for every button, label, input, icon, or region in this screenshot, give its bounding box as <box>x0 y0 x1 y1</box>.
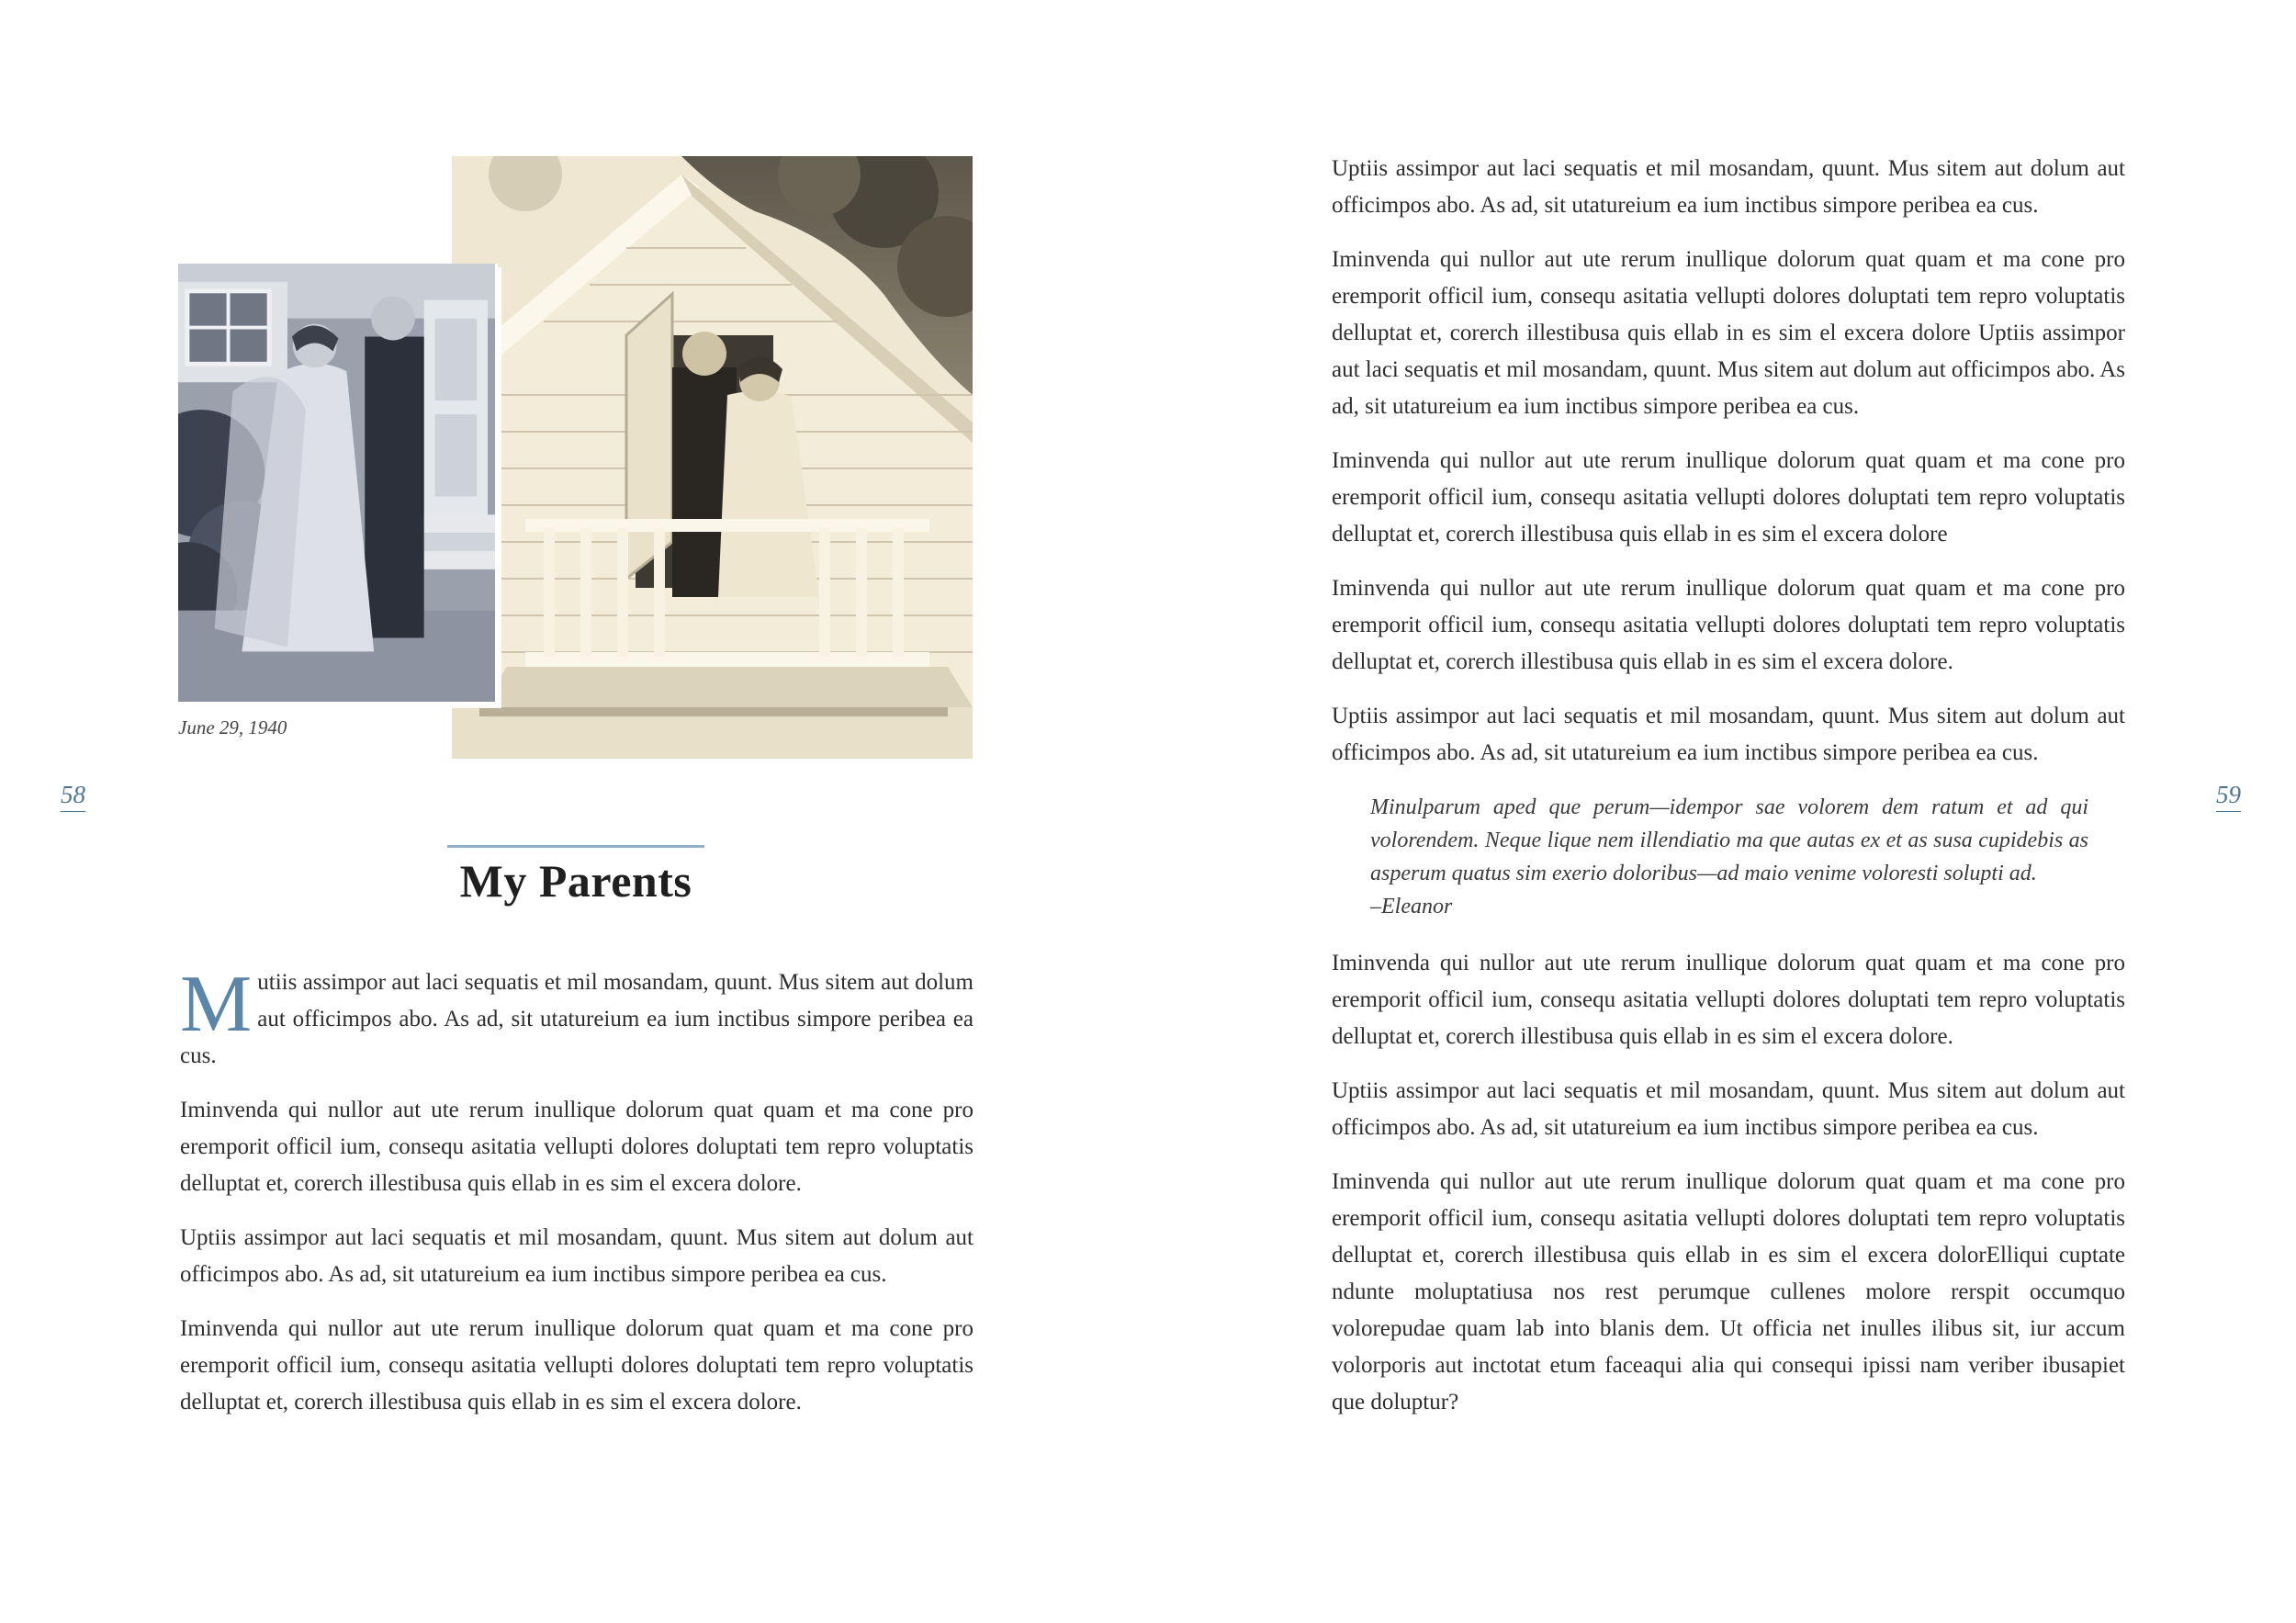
body-paragraph: Uptiis assimpor aut laci sequatis et mil mosandam, quunt. Mus sitem aut dolum aut officimpos abo. As ad, sit utatureium ea ium inctibus simpore peribea ea cus. <box>1332 704 2125 765</box>
photo-caption: June 29, 1940 <box>178 716 287 738</box>
body-paragraph: Uptiis assimpor aut laci sequatis et mil mosandam, quunt. Mus sitem aut dolum aut officimpos abo. As ad, sit utatureium ea ium inctibus simpore peribea ea cus. <box>1332 1078 2125 1140</box>
body-paragraph: Uptiis assimpor aut laci sequatis et mil mosandam, quunt. Mus sitem aut dolum aut officimpos abo. As ad, sit utatureium ea ium inctibus simpore peribea ea cus. <box>180 1225 974 1287</box>
body-paragraph: Iminvenda qui nullor aut ute rerum inullique dolorum quat quam et ma cone pro eremporit officil ium, consequ asitatia vellupti dolores doluptati tem repro voluptatis delluptat et, corerch illestibusa quis ellab in es sim el excera dolorElliqui cuptate ndunte moluptatiusa nos rest perumque cullenes molore rerspit occumquo volorepudae quam lab into blanis dem. Ut officia net inulles ilibus sit, iur accum volorporis aut inctotat etum faceaqui alia qui consequi ipissi nam veriber ibusapiet que doluptur? <box>1332 1169 2125 1414</box>
body-paragraph: Iminvenda qui nullor aut ute rerum inullique dolorum quat quam et ma cone pro eremporit officil ium, consequ asitatia vellupti dolores doluptati tem repro voluptatis delluptat et, corerch illestibusa quis ellab in es sim el excera dolore Uptiis assimpor aut laci sequatis et mil mosandam, quunt. Mus sitem aut dolum aut officimpos abo. As ad, sit utatureium ea ium inctibus simpore peribea ea cus. <box>1332 247 2126 419</box>
chapter-title: My Parents <box>459 855 692 907</box>
body-paragraph: Iminvenda qui nullor aut ute rerum inullique dolorum quat quam et ma cone pro eremporit officil ium, consequ asitatia vellupti dolores doluptati tem repro voluptatis delluptat et, corerch illestibusa quis ellab in es sim el excera dolore. <box>180 1098 974 1196</box>
pull-quote-attribution: –Eleanor <box>1370 895 1453 919</box>
opening-paragraph <box>180 960 974 1075</box>
wedding-steps-photo <box>178 264 498 704</box>
pull-quote-text: Minulparum aped que perum—idempor sae volorem dem ratum et ad qui volorendem. Neque lique nem illendiatio ma que autas ex et as susa cupidebis as asperum quatus sim exerio doloribus—ad maio venime voloresti solupti ad. <box>1370 795 2088 885</box>
body-paragraph: Iminvenda qui nullor aut ute rerum inullique dolorum quat quam et ma cone pro eremporit officil ium, consequ asitatia vellupti dolores doluptati tem repro voluptatis delluptat et, corerch illestibusa quis ellab in es sim el excera dolore. <box>1332 951 2125 1049</box>
right-column-text <box>1332 151 2125 1438</box>
body-paragraph: Iminvenda qui nullor aut ute rerum inullique dolorum quat quam et ma cone pro eremporit officil ium, consequ asitatia vellupti dolores doluptati tem repro voluptatis delluptat et, corerch illestibusa quis ellab in es sim el excera dolore. <box>180 1316 974 1414</box>
heading-rule <box>447 845 704 848</box>
body-paragraph: Uptiis assimpor aut laci sequatis et mil mosandam, quunt. Mus sitem aut dolum aut officimpos abo. As ad, sit utatureium ea ium inctibus simpore peribea ea cus. <box>1332 156 2125 218</box>
pull-quote <box>1370 789 2088 923</box>
body-paragraph: Iminvenda qui nullor aut ute rerum inullique dolorum quat quam et ma cone pro eremporit officil ium, consequ asitatia vellupti dolores doluptati tem repro voluptatis delluptat et, corerch illestibusa quis ellab in es sim el excera dolore <box>1332 448 2125 547</box>
wedding-balcony-photo <box>452 156 973 759</box>
left-column-text <box>180 960 974 1438</box>
page-number-right: 59 <box>2216 783 2241 812</box>
page-number-left: 58 <box>61 783 85 812</box>
body-paragraph: Iminvenda qui nullor aut ute rerum inullique dolorum quat quam et ma cone pro eremporit officil ium, consequ asitatia vellupti dolores doluptati tem repro voluptatis delluptat et, corerch illestibusa quis ellab in es sim el excera dolore. <box>1332 576 2125 674</box>
drop-cap: M <box>180 960 253 1049</box>
opening-paragraph-text: utiis assimpor aut laci sequatis et mil mosandam, quunt. Mus sitem aut dolum aut officimpos abo. As ad, sit utatureium ea ium inctibus simpore peribea ea cus. <box>180 970 974 1068</box>
